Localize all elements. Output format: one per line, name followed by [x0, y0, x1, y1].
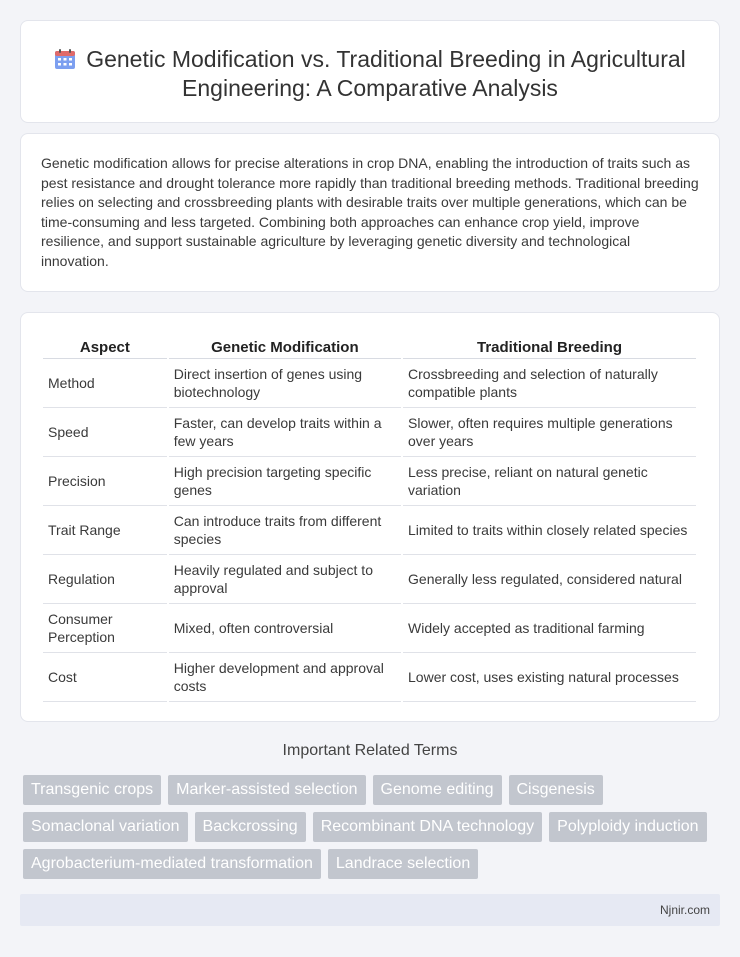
table-row [43, 457, 696, 506]
row-aspect: Trait Range [43, 506, 167, 555]
row-traditional-breeding: Limited to traits within closely related species [403, 506, 696, 555]
header-genetic-modification: Genetic Modification [169, 333, 401, 359]
table-row [43, 653, 696, 702]
header-card [20, 20, 720, 123]
row-traditional-breeding: Generally less regulated, considered natural [403, 555, 696, 604]
row-genetic-modification: Heavily regulated and subject to approval [169, 555, 401, 604]
related-terms-title: Important Related Terms [282, 742, 458, 759]
row-traditional-breeding: Crossbreeding and selection of naturally compatible plants [403, 359, 696, 408]
row-aspect: Cost [43, 653, 167, 702]
related-term-tag[interactable]: Cisgenesis [509, 775, 603, 805]
related-term-tag[interactable]: Polyploidy induction [549, 812, 706, 842]
row-aspect: Speed [43, 408, 167, 457]
row-traditional-breeding: Widely accepted as traditional farming [403, 604, 696, 653]
footer [20, 894, 720, 926]
page-title [21, 45, 719, 103]
row-aspect: Consumer Perception [43, 604, 167, 653]
comparison-table [41, 333, 698, 702]
row-genetic-modification: Direct insertion of genes using biotechnology [169, 359, 401, 408]
row-genetic-modification: Faster, can develop traits within a few years [169, 408, 401, 457]
comparison-card [20, 312, 720, 722]
row-genetic-modification: High precision targeting specific genes [169, 457, 401, 506]
related-term-tag[interactable]: Transgenic crops [23, 775, 161, 805]
related-term-tag[interactable]: Recombinant DNA technology [313, 812, 542, 842]
row-genetic-modification: Higher development and approval costs [169, 653, 401, 702]
row-traditional-breeding: Lower cost, uses existing natural processes [403, 653, 696, 702]
footer-site[interactable]: Njnir.com [659, 903, 710, 917]
calendar-icon [54, 48, 76, 70]
related-term-tag[interactable]: Landrace selection [328, 849, 478, 879]
table-row [43, 506, 696, 555]
related-term-tag[interactable]: Backcrossing [195, 812, 306, 842]
table-header-row [43, 333, 696, 359]
related-term-tag[interactable]: Marker-assisted selection [168, 775, 365, 805]
header-traditional-breeding: Traditional Breeding [403, 333, 696, 359]
table-row [43, 604, 696, 653]
row-aspect: Method [43, 359, 167, 408]
table-row [43, 555, 696, 604]
header-aspect: Aspect [43, 333, 167, 359]
related-term-tag[interactable]: Genome editing [373, 775, 502, 805]
row-traditional-breeding: Less precise, reliant on natural genetic variation [403, 457, 696, 506]
page-title-text: Genetic Modification vs. Traditional Breeding in Agricultural Engineering: A Comparative Analysis [86, 46, 686, 101]
summary-text: Genetic modification allows for precise alterations in crop DNA, enabling the introduction of traits such as pest resistance and drought tolerance more rapidly than traditional breeding methods. Traditional breeding relies on selecting and crossbreeding plants with desirable traits over multiple generations, which can be time-consuming and less targeted. Combining both approaches can enhance crop yield, improve resilience, and support sustainable agriculture by leveraging genetic diversity and technological innovation. [41, 155, 699, 269]
row-genetic-modification: Can introduce traits from different species [169, 506, 401, 555]
row-genetic-modification: Mixed, often controversial [169, 604, 401, 653]
summary-card [20, 133, 720, 292]
row-aspect: Regulation [43, 555, 167, 604]
table-row [43, 408, 696, 457]
table-row [43, 359, 696, 408]
row-aspect: Precision [43, 457, 167, 506]
related-term-tag[interactable]: Agrobacterium-mediated transformation [23, 849, 321, 879]
row-traditional-breeding: Slower, often requires multiple generations over years [403, 408, 696, 457]
related-terms-list [23, 775, 723, 886]
related-term-tag[interactable]: Somaclonal variation [23, 812, 188, 842]
